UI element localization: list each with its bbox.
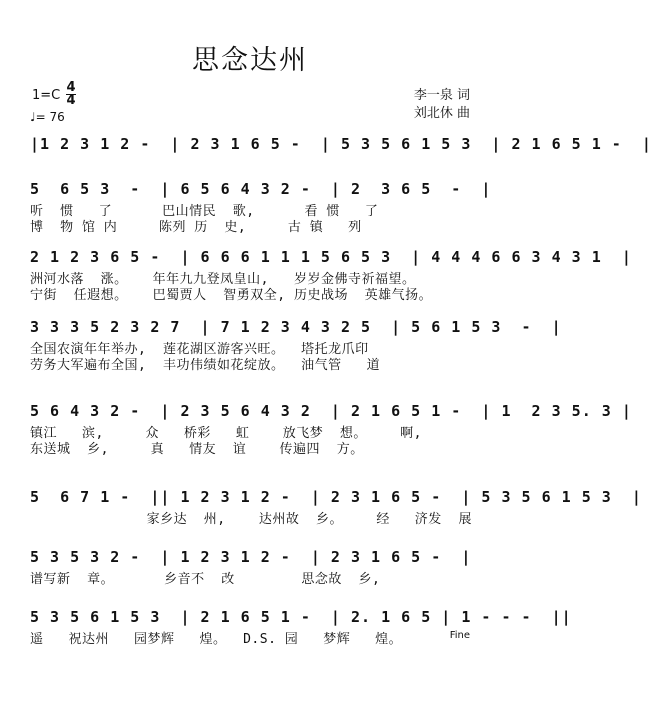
lyric-row-4-a: 全国农演年年举办, 莲花湖区游客兴旺。 塔托龙爪印 [30, 342, 369, 357]
notation-row-6: 5 6 7 1 - || 1 2 3 1 2 - | 2 3 1 6 5 - | 5 3 5 6 1 5 3 | [30, 488, 642, 506]
lyric-row-3-b: 宁街 任遐想。 巴蜀贾人 智勇双全, 历史战场 英雄气扬。 [30, 288, 433, 303]
lyric-row-2-a: 听 惯 了 巴山情民 歌, 看 惯 了 [30, 204, 379, 219]
notation-row-2: 5 6 5 3 - | 6 5 6 4 3 2 - | 2 3 6 5 - | [30, 180, 492, 198]
tempo-marking: ♩= 76 [30, 110, 65, 124]
composer-credit: 刘北休 曲 [413, 106, 470, 121]
lyric-row-2-b: 博 物 馆 内 陈列 历 史, 古 镇 列 [30, 220, 362, 235]
fine-label: Fine [449, 630, 470, 641]
lyricist-credit: 李一泉 词 [413, 88, 470, 103]
lyric-row-8-a: 遥 祝达州 园梦辉 煌。 D.S. 园 梦辉 煌。 [30, 632, 403, 647]
notation-row-5: 5 6 4 3 2 - | 2 3 5 6 4 3 2 | 2 1 6 5 1 - | 1 2 3 5. 3 | [30, 402, 632, 420]
notation-row-7: 5 3 5 3 2 - | 1 2 3 1 2 - | 2 3 1 6 5 - | [30, 548, 472, 566]
lyric-row-3-a: 洲河水落 涨。 年年九九登凤皇山, 岁岁金佛寺祈福望。 [30, 272, 416, 287]
time-signature-top: 4 [66, 80, 76, 95]
time-signature [66, 82, 76, 107]
lyric-row-5-a: 镇江 滨, 众 桥彩 虹 放飞梦 想。 啊, [30, 426, 422, 441]
time-signature-bottom: 4 [66, 93, 76, 108]
notation-row-3: 2 1 2 3 6 5 - | 6 6 6 1 1 1 5 6 5 3 | 4 4 4 6 6 3 4 3 1 | [30, 248, 632, 266]
notation-row-4: 3 3 3 5 2 3 2 7 | 7 1 2 3 4 3 2 5 | 5 6 1 5 3 - | [30, 318, 562, 336]
lyric-row-7-a: 谱写新 章。 乡音不 改 思念故 乡, [30, 572, 381, 587]
notation-row-8: 5 3 5 6 1 5 3 | 2 1 6 5 1 - | 2. 1 6 5 | 1 - - - || [30, 608, 572, 626]
lyric-row-6-a: 家乡达 州, 达州故 乡。 经 济发 展 [30, 512, 472, 527]
notation-row-1: |1 2 3 1 2 - | 2 3 1 6 5 - | 5 3 5 6 1 5 3 | 2 1 6 5 1 - | [30, 135, 652, 153]
key-signature: 1=C [32, 88, 61, 103]
lyric-row-5-b: 东送城 乡, 真 情友 谊 传遍四 方。 [30, 442, 364, 457]
song-title: 思念达州 [192, 45, 308, 76]
lyric-row-4-b: 劳务大军遍布全国, 丰功伟绩如花绽放。 油气管 道 [30, 358, 381, 373]
